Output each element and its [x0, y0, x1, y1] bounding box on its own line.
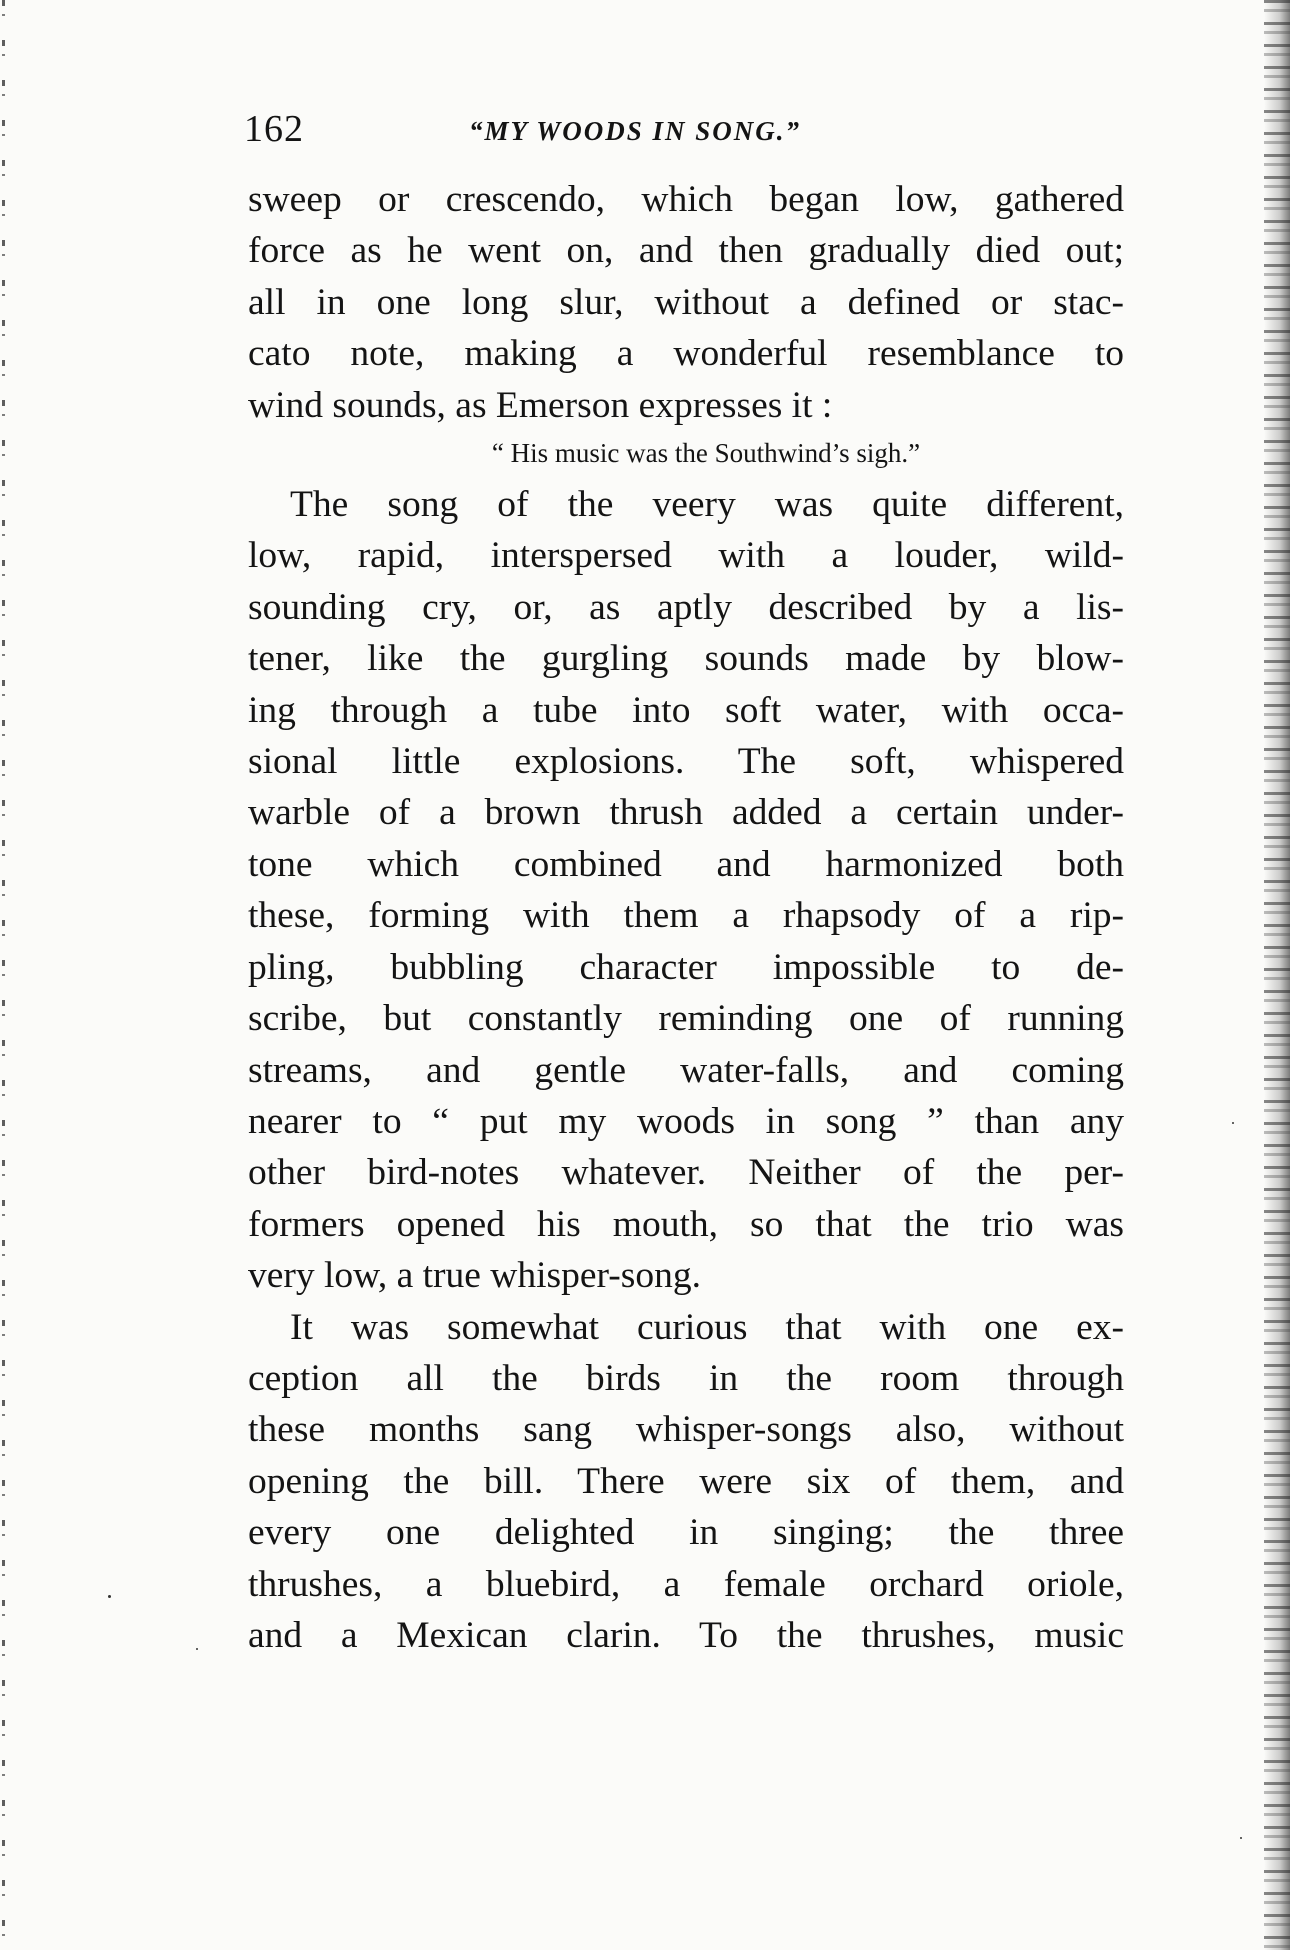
text-line: low, rapid, interspersed with a louder, wild-	[248, 535, 1124, 577]
scan-speck	[1240, 1837, 1242, 1839]
text-line: other bird-notes whatever. Neither of the per-	[248, 1152, 1124, 1194]
text-line: nearer to “ put my woods in song ” than any	[248, 1100, 1124, 1142]
scan-speck	[196, 1648, 198, 1650]
text-line: wind sounds, as Emerson expresses it :	[248, 384, 833, 426]
text-line: tener, like the gurgling sounds made by blow-	[248, 638, 1124, 680]
running-head: “MY WOODS IN SONG.”	[469, 116, 802, 146]
paragraph-3	[248, 1302, 1124, 1662]
text-line: these, forming with them a rhapsody of a rip-	[248, 895, 1124, 937]
text-line: these months sang whisper-songs also, without	[248, 1409, 1124, 1451]
text-line: sounding cry, or, as aptly described by a lis-	[248, 586, 1124, 628]
text-line: very low, a true whisper-song.	[248, 1255, 701, 1297]
text-line: sweep or crescendo, which began low, gathered	[248, 179, 1124, 220]
text-line: pling, bubbling character impossible to de-	[248, 946, 1124, 988]
paragraph-1	[248, 174, 1124, 431]
verse-quotation: “ His music was the Southwind’s sigh.”	[491, 438, 921, 469]
text-line: cato note, making a wonderful resemblance to	[248, 333, 1124, 375]
text-line: scribe, but constantly reminding one of running	[248, 998, 1124, 1040]
text-line: warble of a brown thrush added a certain under-	[248, 792, 1124, 834]
text-line: tone which combined and harmonized both	[248, 843, 1124, 885]
scan-edge-left	[2, 0, 5, 1950]
text-line: streams, and gentle water-falls, and coming	[248, 1049, 1124, 1091]
text-line: ing through a tube into soft water, with occa-	[248, 689, 1124, 731]
text-line: It was somewhat curious that with one ex-	[290, 1306, 1124, 1348]
scan-speck	[1232, 1122, 1234, 1124]
page-header	[244, 104, 1124, 154]
text-line: every one delighted in singing; the three	[248, 1512, 1124, 1554]
paragraph-2	[248, 479, 1124, 1302]
text-line: sional little explosions. The soft, whispered	[248, 741, 1124, 783]
scan-speck	[108, 1595, 111, 1598]
page-body	[248, 174, 1124, 1661]
text-line: opening the bill. There were six of them, and	[248, 1460, 1124, 1502]
text-line: all in one long slur, without a defined or stac-	[248, 281, 1124, 323]
text-line: and a Mexican clarin. To the thrushes, music	[248, 1614, 1124, 1656]
text-line: The song of the veery was quite different,	[290, 484, 1124, 526]
scan-edge-right	[1264, 0, 1290, 1950]
text-line: force as he went on, and then gradually died out;	[248, 230, 1124, 272]
page-number: 162	[244, 108, 304, 150]
text-line: formers opened his mouth, so that the trio was	[248, 1203, 1124, 1245]
text-line: ception all the birds in the room through	[248, 1357, 1124, 1399]
text-line: thrushes, a bluebird, a female orchard oriole,	[248, 1563, 1124, 1605]
